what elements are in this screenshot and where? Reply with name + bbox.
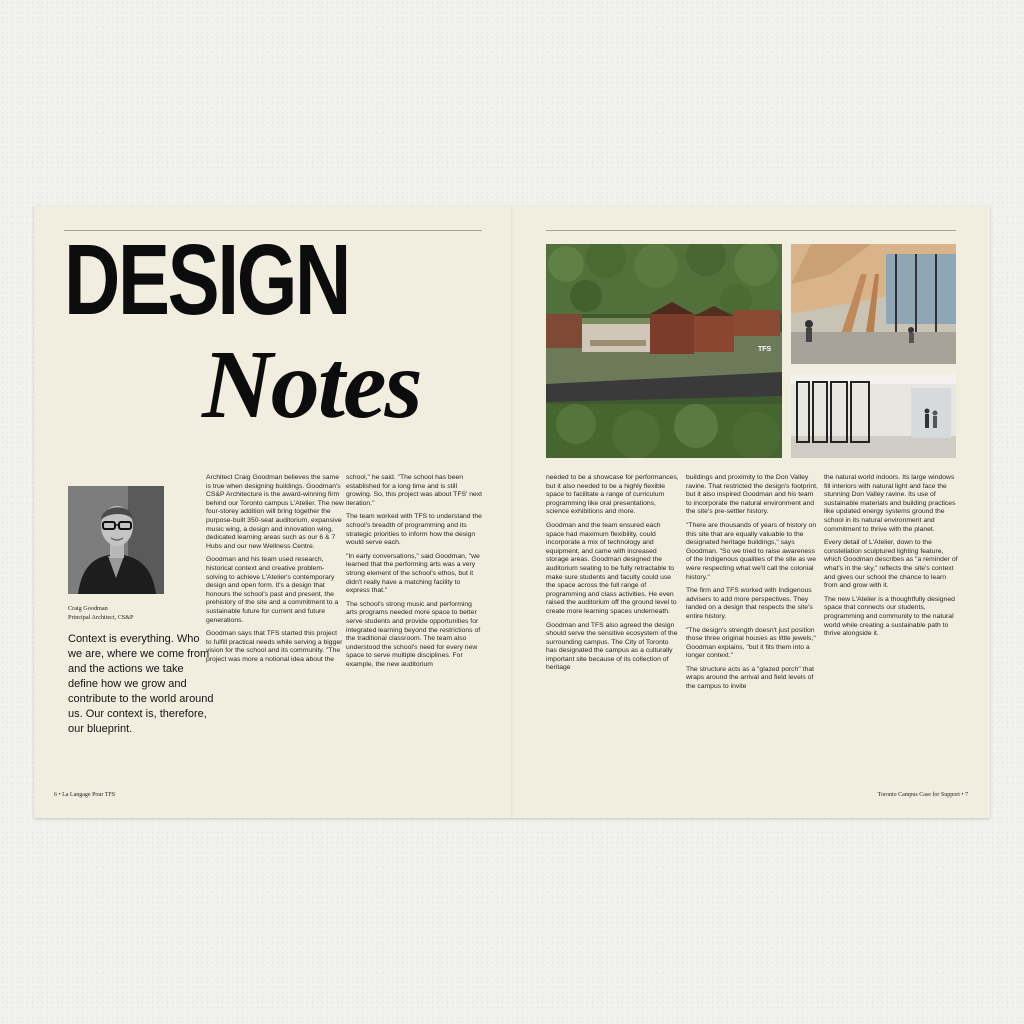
caption-name: Craig Goodman [68,605,108,612]
right-column-2 [686,474,820,697]
paragraph: "In early conversations," said Goodman, "we learned that the performing arts was a very strong element of the school's ethos, but it didn't really have a matching facility to express that." [346,552,480,595]
paragraph: The new L'Atelier is a thoughtfully designed space that connects our students, programming and community to the natural world while creating a sustainable path to thrive alongside it. [824,595,955,638]
paragraph: "There are thousands of years of history on this site that are equally valuable to the designated heritage buildings," says Goodman. "So we tried to raise awareness of the Indigenous qualities of the site as we were respecting what we'll call the colonial history." [686,521,817,581]
left-page [34,206,512,818]
aerial-sign: TFS [758,346,772,353]
paragraph: school," he said. "The school has been established for a long time and is still growing. So, this project was about TFS' next iteration." [346,474,483,507]
left-column-2 [346,474,484,674]
paragraph: Goodman says that TFS started this project to fulfill practical needs while serving a bigger vision for the school and its community. "The project was more a notional idea about the [206,630,343,663]
paragraph: needed to be a showcase for performances, but it also needed to be a highly flexible space to facilitate a range of curriculum programming like oral presentations, science exhibitions and more. [546,474,679,516]
caption-role: Principal Architect, CS&P [68,614,134,621]
pull-quote: Context is everything. Who we are, where we come from and the actions we take define how we grow and contribute to the world around us. Our context is, therefore, our blueprint. [68,633,214,735]
paragraph: buildings and proximity to the Don Valley ravine. That restricted the design's footprint, but it also inspired Goodman and his team to incorporate the natural environment and the site's pre-settler history. [686,474,818,516]
paragraph: The team worked with TFS to understand the school's breadth of programming and its strategic priorities to inform how the design would serve each. [346,513,482,547]
magazine-spread [34,206,990,818]
left-column-1 [206,474,344,669]
portrait-photo [68,486,164,594]
right-column-1 [546,474,680,678]
glass-corridor-photo [791,374,956,458]
paragraph: The school's strong music and performing arts programs needed more space to better serve students and provide opportunities for integrated learning beyond the restrictions of the traditional classroom. The team also understood the school's need for every new space to serve multiple disciplines. For example, the new auditorium [346,600,481,668]
top-rule [546,230,956,231]
paragraph: Goodman and TFS also agreed the design should serve the sensitive ecosystem of the surrounding campus. The City of Toronto has designated the campus as a culturally important site because of its collection of heritage [546,621,678,672]
right-page [512,206,990,818]
paragraph: Goodman and the team ensured each space had maximum flexibility, could incorporate a mix of technology and equipment, and came with increased storage areas. Goodman designed the auditorium seating to be fully retractable to make sure students and faculty could use the space across the full range of programming and class activities. He even raised the auditorium off the ground level to create more learning spaces underneath. [546,521,677,615]
paragraph: Goodman and his team used research, historical context and creative problem-solving to achieve L'Atelier's contemporary design and open form. It's a design that honours the school's past and present, the prehistory of the site and a commitment to a sustainable future for current and future generations. [206,556,339,624]
title-design: DESIGN [64,224,350,336]
paragraph: "The design's strength doesn't just position those three original houses as little jewels," Goodman explains, "but it fits them into a longer context." [686,626,816,660]
paragraph: The firm and TFS worked with Indigenous advisers to add more perspectives. They landed on a design that respects the site's entire history. [686,587,813,620]
atrium-interior-photo [791,244,956,364]
paragraph: the natural world indoors. Its large windows fill interiors with natural light and face the stunning Don Valley ravine. Its use of sustainable materials and building practices like updated energy systems ground the school in its natural environment and commitment to thrive with the planet. [824,474,956,533]
folio-right: Toronto Campus Case for Support • 7 [877,792,968,798]
portrait-caption [68,604,208,622]
paragraph: Architect Craig Goodman believes the same is true when designing buildings. Goodman's CS&P Architecture is the award-winning firm behind our Toronto campus L'Atelier. The new four-storey addition will bring together the purpose-built 350-seat auditorium, expansive music wing, a design and innovation wing, dedicated learning areas such as our 6 & 7 Hubs and our new Wellness Centre. [206,474,344,550]
folio-left: 6 • La Langage Pour TFS [54,792,116,798]
right-column-3 [824,474,958,644]
title-notes: Notes [202,331,421,439]
paragraph: Every detail of L'Atelier, down to the constellation sculptured lighting feature, which Goodman describes as "a reminder of what's in the sky," reflects the site's context and gives our school the chance to learn from and grow with it. [824,539,958,590]
paragraph: The structure acts as a "glazed porch" that wraps around the arrival and field levels of the campus to invite [686,665,814,691]
aerial-campus-photo [546,244,782,458]
